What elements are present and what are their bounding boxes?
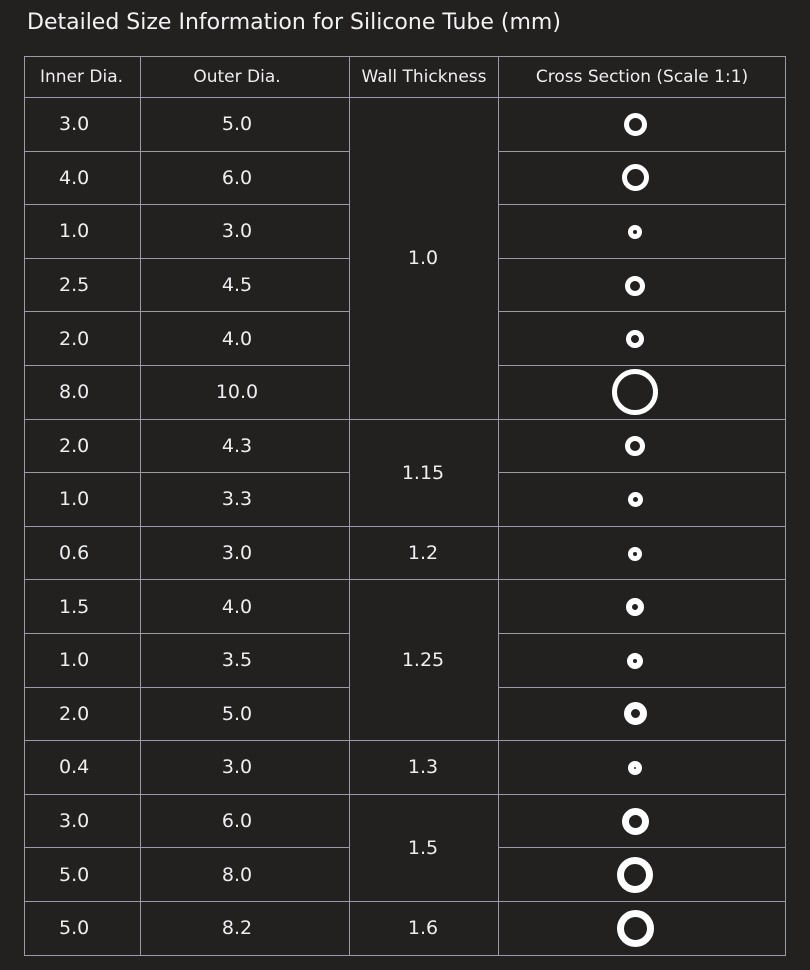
wall-thickness-cell: 1.6 [350, 901, 499, 955]
inner-dia-cell: 4.0 [25, 151, 141, 205]
table-body [25, 98, 786, 956]
cross-section-header: Cross Section (Scale 1:1) [499, 57, 786, 98]
inner-dia-cell: 1.5 [25, 580, 141, 634]
inner-dia-cell: 0.6 [25, 526, 141, 580]
tube-cross-section-icon [624, 113, 647, 136]
cross-section-cell [499, 794, 786, 848]
tube-cross-section-icon [626, 330, 644, 348]
inner-dia-cell: 2.0 [25, 312, 141, 366]
tube-cross-section-icon [624, 702, 647, 725]
inner-dia-cell: 2.0 [25, 687, 141, 741]
inner-dia-cell: 3.0 [25, 98, 141, 152]
table-row [25, 794, 786, 848]
cross-section-cell [499, 526, 786, 580]
inner-dia-cell: 5.0 [25, 901, 141, 955]
tube-cross-section-icon [626, 598, 644, 616]
tube-cross-section-icon [622, 164, 649, 191]
outer-dia-cell: 3.3 [141, 473, 350, 527]
table-row [25, 580, 786, 634]
wall-thickness-cell: 1.2 [350, 526, 499, 580]
tube-cross-section-icon [628, 547, 642, 561]
cross-section-cell [499, 258, 786, 312]
wall-thickness-cell: 1.0 [350, 98, 499, 420]
tube-cross-section-icon [617, 857, 653, 893]
table-row [25, 98, 786, 152]
cross-section-cell [499, 580, 786, 634]
inner-dia-header: Inner Dia. [25, 57, 141, 98]
cross-section-cell [499, 687, 786, 741]
cross-section-cell [499, 151, 786, 205]
inner-dia-cell: 5.0 [25, 848, 141, 902]
cross-section-cell [499, 901, 786, 955]
outer-dia-cell: 3.0 [141, 741, 350, 795]
cross-section-cell [499, 98, 786, 152]
inner-dia-cell: 1.0 [25, 633, 141, 687]
outer-dia-cell: 8.2 [141, 901, 350, 955]
outer-dia-cell: 4.0 [141, 580, 350, 634]
wall-thickness-cell: 1.5 [350, 794, 499, 901]
table-row [25, 901, 786, 955]
cross-section-cell [499, 473, 786, 527]
tube-cross-section-icon [612, 369, 658, 415]
cross-section-cell [499, 633, 786, 687]
outer-dia-cell: 4.3 [141, 419, 350, 473]
tube-cross-section-icon [625, 436, 645, 456]
table-row [25, 741, 786, 795]
cross-section-cell [499, 312, 786, 366]
inner-dia-cell: 1.0 [25, 473, 141, 527]
tube-cross-section-icon [628, 761, 642, 775]
header-row [25, 57, 786, 98]
outer-dia-cell: 10.0 [141, 365, 350, 419]
outer-dia-cell: 5.0 [141, 687, 350, 741]
cross-section-cell [499, 419, 786, 473]
wall-thickness-cell: 1.3 [350, 741, 499, 795]
tube-cross-section-icon [627, 653, 643, 669]
page-title: Detailed Size Information for Silicone Tube (mm) [27, 10, 561, 35]
table-row [25, 526, 786, 580]
tube-cross-section-icon [622, 808, 649, 835]
inner-dia-cell: 8.0 [25, 365, 141, 419]
outer-dia-cell: 5.0 [141, 98, 350, 152]
outer-dia-cell: 3.0 [141, 205, 350, 259]
outer-dia-cell: 3.0 [141, 526, 350, 580]
table-row [25, 419, 786, 473]
size-table [24, 56, 786, 956]
outer-dia-header: Outer Dia. [141, 57, 350, 98]
outer-dia-cell: 4.0 [141, 312, 350, 366]
outer-dia-cell: 6.0 [141, 794, 350, 848]
outer-dia-cell: 3.5 [141, 633, 350, 687]
inner-dia-cell: 1.0 [25, 205, 141, 259]
wall-thickness-cell: 1.25 [350, 580, 499, 741]
cross-section-cell [499, 741, 786, 795]
inner-dia-cell: 0.4 [25, 741, 141, 795]
inner-dia-cell: 3.0 [25, 794, 141, 848]
tube-cross-section-icon [625, 276, 645, 296]
tube-cross-section-icon [617, 910, 654, 947]
cross-section-cell [499, 205, 786, 259]
wall-thickness-header: Wall Thickness [350, 57, 499, 98]
tube-cross-section-icon [628, 492, 643, 507]
outer-dia-cell: 6.0 [141, 151, 350, 205]
wall-thickness-cell: 1.15 [350, 419, 499, 526]
outer-dia-cell: 4.5 [141, 258, 350, 312]
tube-cross-section-icon [628, 225, 642, 239]
cross-section-cell [499, 848, 786, 902]
inner-dia-cell: 2.0 [25, 419, 141, 473]
outer-dia-cell: 8.0 [141, 848, 350, 902]
inner-dia-cell: 2.5 [25, 258, 141, 312]
cross-section-cell [499, 365, 786, 419]
